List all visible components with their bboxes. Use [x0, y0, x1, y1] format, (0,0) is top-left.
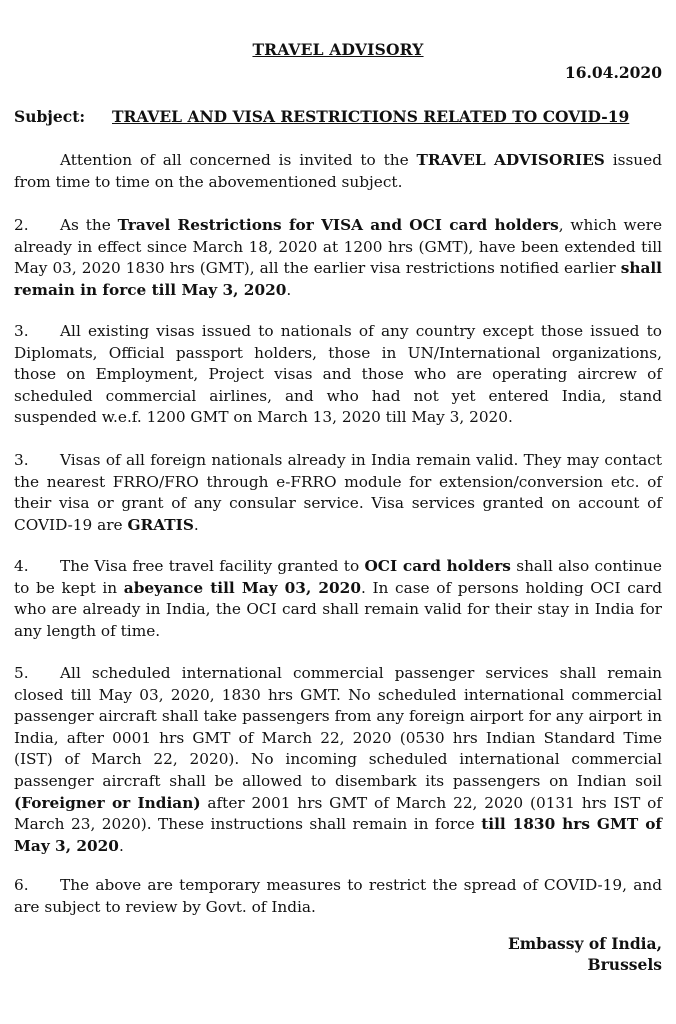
paragraph-6: 6. The above are temporary measures to restrict the spread of COVID-19, and are subject to review by Govt. of India. — [14, 876, 662, 916]
paragraph-number: 4. — [14, 557, 29, 575]
signature-line-2: Brussels — [587, 955, 662, 974]
signature-block — [508, 933, 662, 975]
paragraph-2: 2. As the Travel Restrictions for VISA and OCI card holders, which were already in effect since March 18, 2020 at 1200 hrs (GMT), have been extended till May 03, 2020 1830 hrs (GMT), all the earlier visa restrictions notified earlier shall remain in force till May 3, 2020. — [14, 216, 662, 299]
paragraph-number: 5. — [14, 664, 29, 682]
subject-text: TRAVEL AND VISA RESTRICTIONS RELATED TO COVID-19 — [112, 107, 630, 126]
paragraph-number: 2. — [14, 216, 29, 234]
paragraph-number: 3. — [14, 451, 29, 469]
paragraph-number: 3. — [14, 322, 29, 340]
paragraph-4: 4. The Visa free travel facility granted to OCI card holders shall also continue to be kept in abeyance till May 03, 2020. In case of persons holding OCI card who are already in India, the OCI card shall remain valid for their stay in India for any length of time. — [14, 557, 662, 640]
paragraph-3: 3. All existing visas issued to nationals of any country except those issued to Diplomats, Official passport holders, those in UN/International organizations, those on Employment, Project visas and those who are operating aircrew of scheduled commercial airlines, and who had not yet entered India, stand suspended w.e.f. 1200 GMT on March 13, 2020 till May 3, 2020. — [14, 322, 662, 427]
paragraph-5: 5. All scheduled international commercial passenger services shall remain closed till May 03, 2020, 1830 hrs GMT. No scheduled international commercial passenger aircraft shall take passengers from any foreign airport for any airport in India, after 0001 hrs GMT of March 22, 2020 (0530 hrs Indian Standard Time (IST) of March 22, 2020). No incoming scheduled international commercial passenger aircraft shall be allowed to disembark its passengers on Indian soil (Foreigner or Indian) after 2001 hrs GMT of March 22, 2020 (0131 hrs IST of March 23, 2020). These instructions shall remain in force till 1830 hrs GMT of May 3, 2020. — [14, 664, 662, 855]
paragraph-number: 6. — [14, 876, 29, 894]
document-title: TRAVEL ADVISORY — [252, 40, 424, 59]
emphasis-travel-advisories: TRAVEL ADVISORIES — [416, 151, 605, 169]
subject-line — [14, 107, 629, 126]
subject-label: Subject: — [14, 107, 86, 126]
document-date: 16.04.2020 — [564, 63, 662, 82]
paragraph-3b: 3. Visas of all foreign nationals already in India remain valid. They may contact the nearest FRRO/FRO through e-FRRO module for extension/conversion etc. of their visa or grant of any consular service. Visa services granted on account of COVID-19 are GRATIS. — [14, 451, 662, 534]
paragraph-intro: Attention of all concerned is invited to the TRAVEL ADVISORIES issued from time to time on the abovementioned subject. — [14, 151, 663, 191]
signature-line-1: Embassy of India, — [507, 934, 662, 953]
